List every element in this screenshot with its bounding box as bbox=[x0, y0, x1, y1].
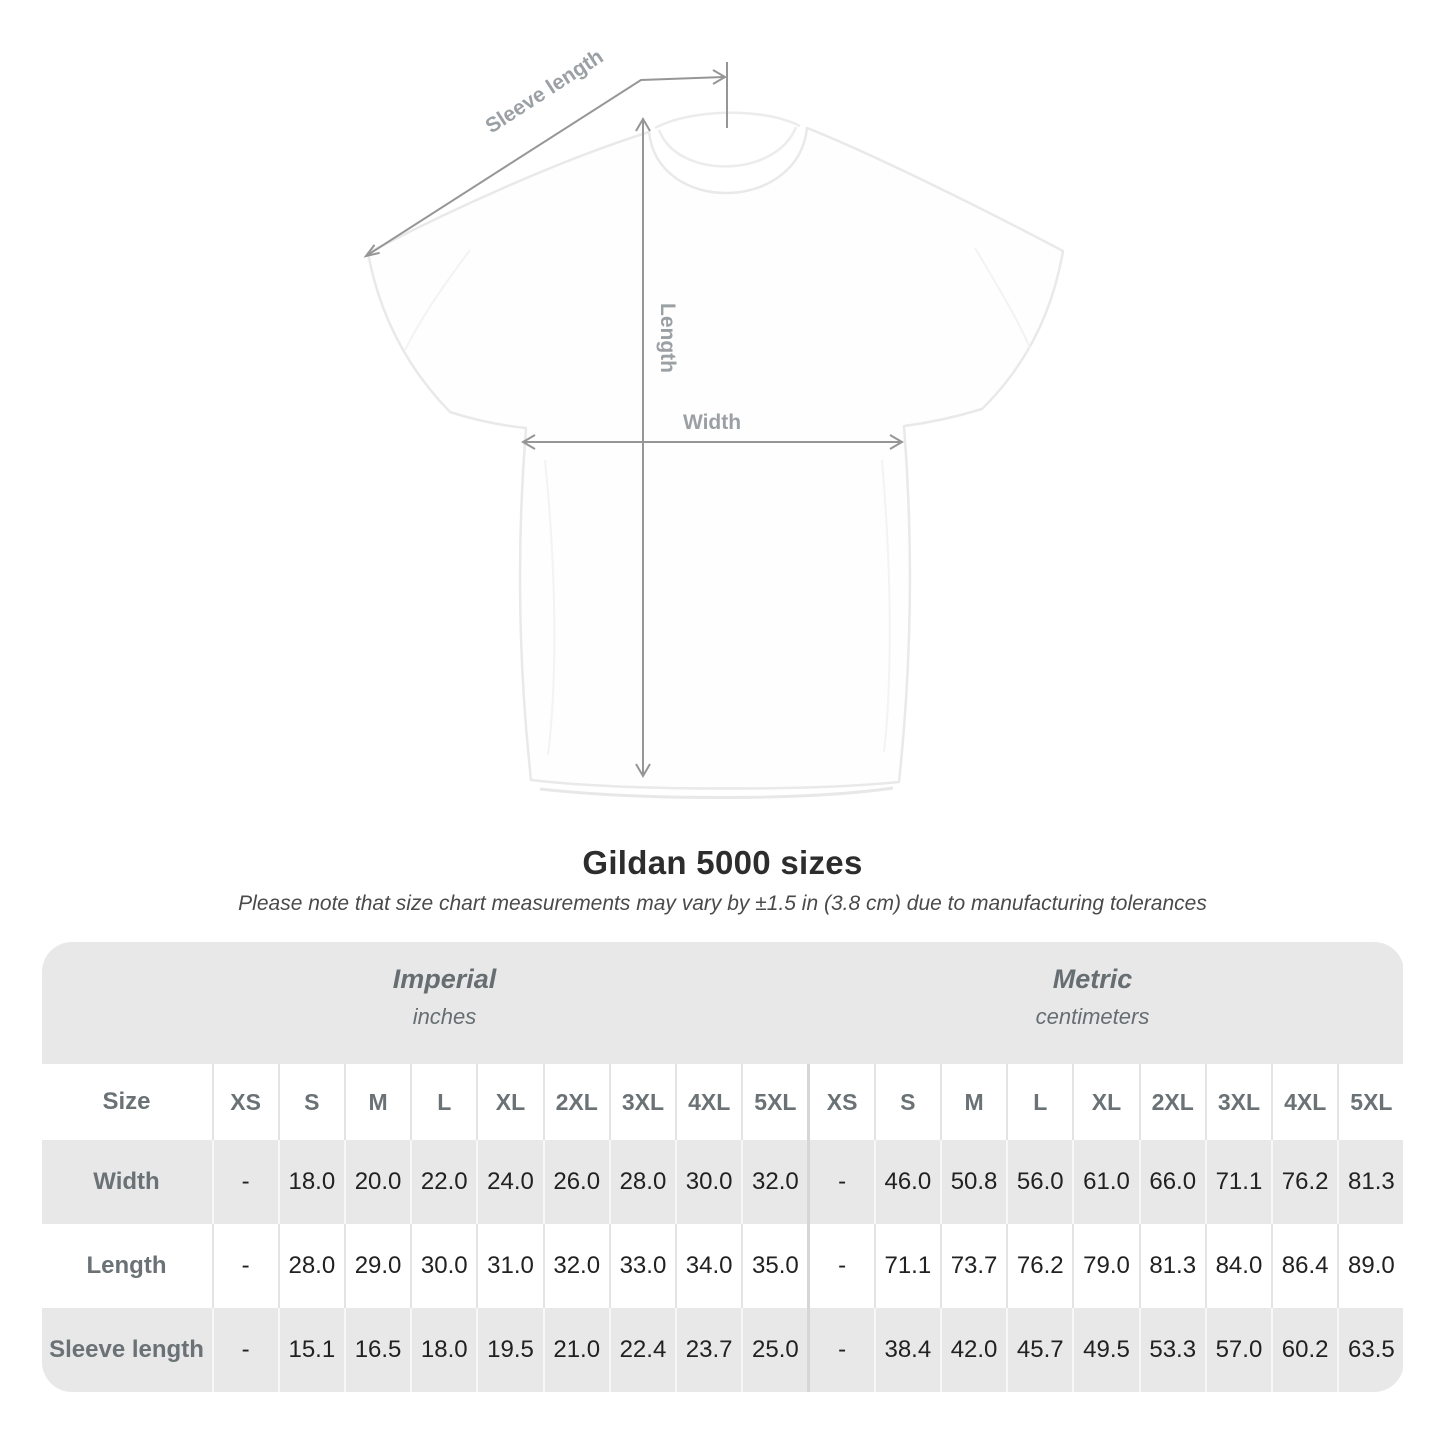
unit-group-imperial bbox=[42, 942, 808, 1064]
value-cell-length-metric-xs: - bbox=[807, 1224, 873, 1308]
value-cell-length-imperial-4xl: 34.0 bbox=[675, 1224, 741, 1308]
size-header-imperial-3xl: 3XL bbox=[609, 1064, 675, 1140]
value-cell-sleeve-length-imperial-xs: - bbox=[212, 1308, 278, 1392]
sleeve-length-label: Sleeve length bbox=[481, 45, 608, 139]
row-label-sleeve-length: Sleeve length bbox=[42, 1308, 212, 1392]
value-cell-sleeve-length-imperial-3xl: 22.4 bbox=[609, 1308, 675, 1392]
size-header-metric-3xl: 3XL bbox=[1205, 1064, 1271, 1140]
unit-group-unit: centimeters bbox=[1035, 1004, 1150, 1029]
value-cell-sleeve-length-metric-l: 45.7 bbox=[1006, 1308, 1072, 1392]
value-cell-length-imperial-s: 28.0 bbox=[278, 1224, 344, 1308]
value-cell-length-imperial-l: 30.0 bbox=[410, 1224, 476, 1308]
value-cell-width-imperial-5xl: 32.0 bbox=[741, 1140, 807, 1224]
value-cell-length-metric-s: 71.1 bbox=[874, 1224, 940, 1308]
value-cell-width-imperial-s: 18.0 bbox=[278, 1140, 344, 1224]
value-cell-width-imperial-4xl: 30.0 bbox=[675, 1140, 741, 1224]
value-cell-width-metric-3xl: 71.1 bbox=[1205, 1140, 1271, 1224]
value-cell-width-metric-l: 56.0 bbox=[1006, 1140, 1072, 1224]
value-cell-width-metric-4xl: 76.2 bbox=[1271, 1140, 1337, 1224]
size-header-metric-4xl: 4XL bbox=[1271, 1064, 1337, 1140]
page-title: Gildan 5000 sizes bbox=[582, 844, 863, 881]
value-cell-width-metric-2xl: 66.0 bbox=[1139, 1140, 1205, 1224]
tolerance-note: Please note that size chart measurements may vary by ±1.5 in (3.8 cm) due to manufacturing tolerances bbox=[238, 892, 1207, 915]
value-cell-width-imperial-xl: 24.0 bbox=[476, 1140, 542, 1224]
size-table bbox=[42, 942, 1404, 1392]
value-cell-width-imperial-m: 20.0 bbox=[344, 1140, 410, 1224]
value-cell-sleeve-length-metric-xl: 49.5 bbox=[1072, 1308, 1138, 1392]
value-cell-sleeve-length-imperial-2xl: 21.0 bbox=[543, 1308, 609, 1392]
value-cell-sleeve-length-imperial-4xl: 23.7 bbox=[675, 1308, 741, 1392]
unit-group-unit: inches bbox=[412, 1004, 477, 1029]
value-cell-sleeve-length-metric-3xl: 57.0 bbox=[1205, 1308, 1271, 1392]
tshirt-outline bbox=[368, 128, 1063, 789]
unit-group-name: Metric bbox=[1052, 964, 1133, 994]
value-cell-length-imperial-5xl: 35.0 bbox=[741, 1224, 807, 1308]
size-header-metric-xs: XS bbox=[807, 1064, 873, 1140]
tshirt-graphic bbox=[368, 113, 1063, 798]
size-header-metric-2xl: 2XL bbox=[1139, 1064, 1205, 1140]
value-cell-sleeve-length-imperial-5xl: 25.0 bbox=[741, 1308, 807, 1392]
row-label-length: Length bbox=[42, 1224, 212, 1308]
value-cell-sleeve-length-metric-2xl: 53.3 bbox=[1139, 1308, 1205, 1392]
unit-group-metric bbox=[807, 942, 1403, 1064]
value-cell-length-metric-4xl: 86.4 bbox=[1271, 1224, 1337, 1308]
size-header-metric-m: M bbox=[940, 1064, 1006, 1140]
value-cell-width-imperial-3xl: 28.0 bbox=[609, 1140, 675, 1224]
value-cell-width-metric-m: 50.8 bbox=[940, 1140, 1006, 1224]
length-label: Length bbox=[656, 303, 679, 373]
size-header-imperial-5xl: 5XL bbox=[741, 1064, 807, 1140]
value-cell-sleeve-length-imperial-xl: 19.5 bbox=[476, 1308, 542, 1392]
size-header-metric-xl: XL bbox=[1072, 1064, 1138, 1140]
value-cell-width-imperial-l: 22.0 bbox=[410, 1140, 476, 1224]
value-cell-sleeve-length-metric-xs: - bbox=[807, 1308, 873, 1392]
value-cell-length-imperial-xl: 31.0 bbox=[476, 1224, 542, 1308]
value-cell-sleeve-length-metric-m: 42.0 bbox=[940, 1308, 1006, 1392]
value-cell-length-metric-3xl: 84.0 bbox=[1205, 1224, 1271, 1308]
size-header-imperial-xl: XL bbox=[476, 1064, 542, 1140]
value-cell-sleeve-length-imperial-s: 15.1 bbox=[278, 1308, 344, 1392]
value-cell-width-imperial-2xl: 26.0 bbox=[543, 1140, 609, 1224]
value-cell-sleeve-length-imperial-l: 18.0 bbox=[410, 1308, 476, 1392]
value-cell-width-metric-s: 46.0 bbox=[874, 1140, 940, 1224]
value-cell-length-imperial-3xl: 33.0 bbox=[609, 1224, 675, 1308]
value-cell-length-metric-xl: 79.0 bbox=[1072, 1224, 1138, 1308]
value-cell-length-metric-m: 73.7 bbox=[940, 1224, 1006, 1308]
size-header-imperial-2xl: 2XL bbox=[543, 1064, 609, 1140]
size-header-metric-s: S bbox=[874, 1064, 940, 1140]
value-cell-length-imperial-xs: - bbox=[212, 1224, 278, 1308]
value-cell-length-imperial-m: 29.0 bbox=[344, 1224, 410, 1308]
value-cell-length-metric-2xl: 81.3 bbox=[1139, 1224, 1205, 1308]
value-cell-length-imperial-2xl: 32.0 bbox=[543, 1224, 609, 1308]
size-header-metric-l: L bbox=[1006, 1064, 1072, 1140]
value-cell-width-metric-xl: 61.0 bbox=[1072, 1140, 1138, 1224]
value-cell-sleeve-length-metric-5xl: 63.5 bbox=[1337, 1308, 1403, 1392]
size-header-metric-5xl: 5XL bbox=[1337, 1064, 1403, 1140]
row-label-width: Width bbox=[42, 1140, 212, 1224]
width-label: Width bbox=[682, 411, 742, 434]
size-header-imperial-l: L bbox=[410, 1064, 476, 1140]
value-cell-length-metric-5xl: 89.0 bbox=[1337, 1224, 1403, 1308]
value-cell-width-imperial-xs: - bbox=[212, 1140, 278, 1224]
size-header-imperial-s: S bbox=[278, 1064, 344, 1140]
unit-group-name: Imperial bbox=[392, 964, 497, 994]
value-cell-sleeve-length-metric-4xl: 60.2 bbox=[1271, 1308, 1337, 1392]
value-cell-sleeve-length-imperial-m: 16.5 bbox=[344, 1308, 410, 1392]
size-header-imperial-xs: XS bbox=[212, 1064, 278, 1140]
value-cell-width-metric-xs: - bbox=[807, 1140, 873, 1224]
value-cell-sleeve-length-metric-s: 38.4 bbox=[874, 1308, 940, 1392]
collar-ribbing bbox=[659, 127, 796, 166]
size-header-imperial-4xl: 4XL bbox=[675, 1064, 741, 1140]
value-cell-width-metric-5xl: 81.3 bbox=[1337, 1140, 1403, 1224]
size-column-header: Size bbox=[42, 1064, 212, 1140]
size-header-imperial-m: M bbox=[344, 1064, 410, 1140]
value-cell-length-metric-l: 76.2 bbox=[1006, 1224, 1072, 1308]
